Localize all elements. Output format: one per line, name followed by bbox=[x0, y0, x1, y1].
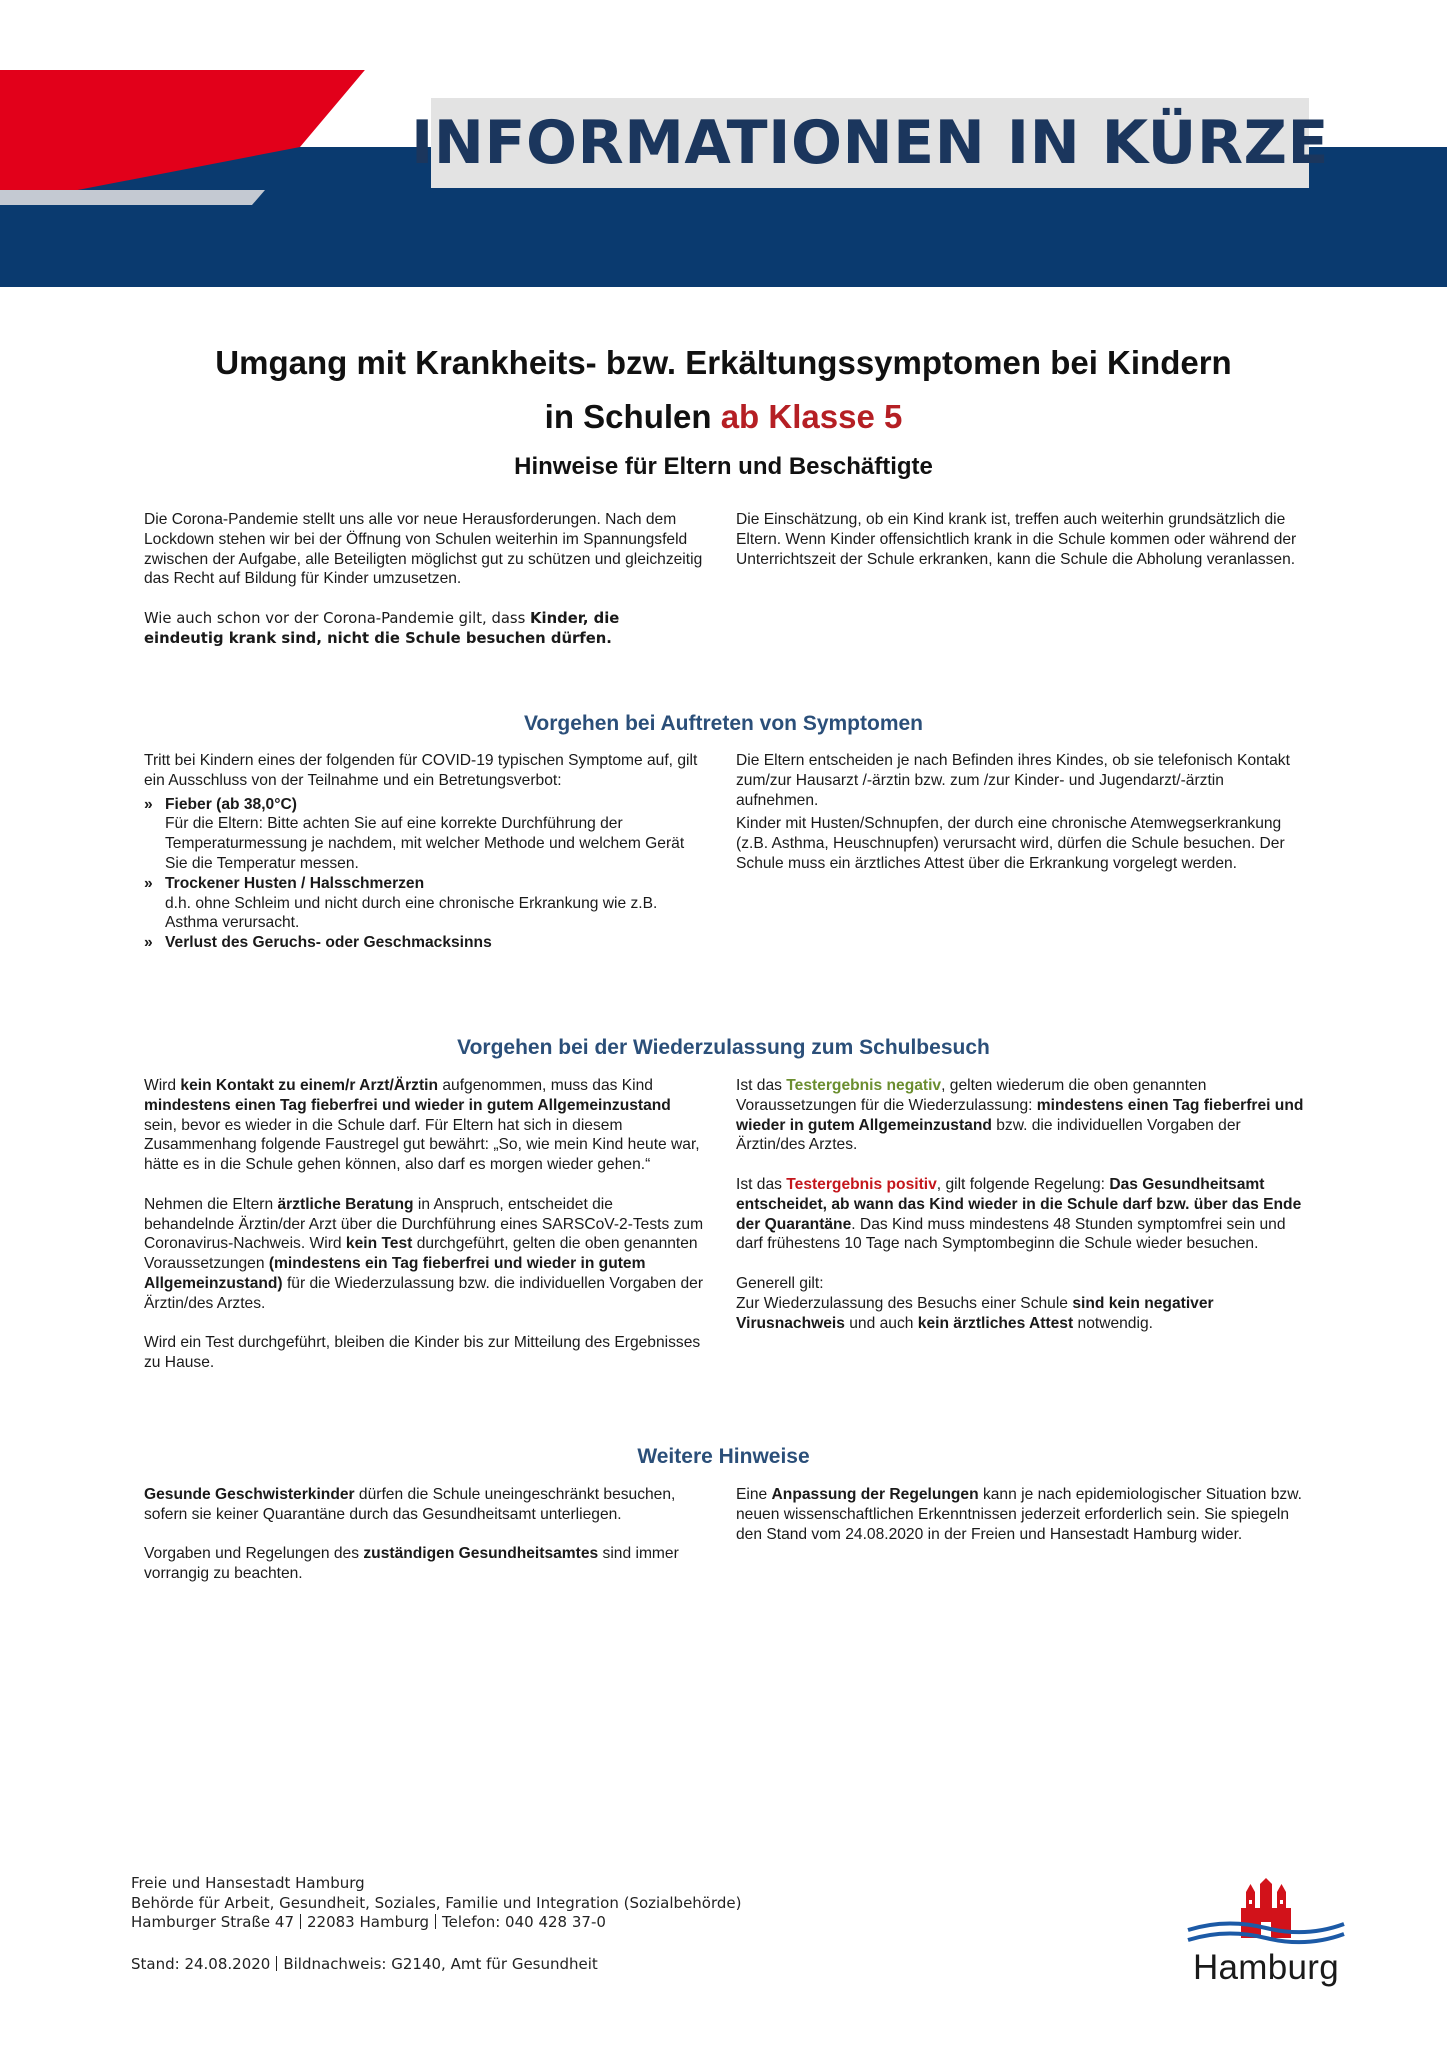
symptom-text: d.h. ohne Schleim und nicht durch eine chronische Erkrankung wie z.B. Asthma verursacht. bbox=[165, 894, 658, 932]
page-title-grade: ab Klasse 5 bbox=[720, 398, 903, 435]
page-title-line2 bbox=[0, 398, 1447, 436]
symptom-text: Für die Eltern: Bitte achten Sie auf eine korrekte Durchführung der Temperaturmessung je nachdem, mit welcher Methode und welchem Gerät Sie die Temperatur messen. bbox=[165, 815, 685, 872]
intro-paragraph: Die Corona-Pandemie stellt uns alle vor neue Herausforderungen. Nach dem Lockdown stehen wir bei der Öffnung von Schulen weiterhin im Spannungsfeld zwischen der Aufgabe, alle Beteiligten möglichst gut zu schützen und gleichzeitig das Recht auf Bildung für Kinder umzusetzen. bbox=[144, 511, 703, 588]
symptom-title: Fieber (ab 38,0°C) bbox=[165, 795, 297, 813]
symptoms-left-column bbox=[144, 751, 704, 953]
symptom-list bbox=[144, 795, 704, 953]
readmission-left-p1: Wird kein Kontakt zu einem/r Arzt/Ärztin aufgenommen, muss das Kind mindestens einen Tag fieberfrei und wieder in gutem Allgemeinzustand sein, bevor es wieder in die Schule darf. Für Eltern hat sich in diesem Zusammenhang folgende Faustregel gut bewährt: „So, wie mein Kind heute war, hätte es in die Schule gehen können, also darf es morgen wieder gehen.“ bbox=[144, 1077, 700, 1174]
footer-contact bbox=[131, 1913, 1031, 1933]
further-left-column bbox=[144, 1485, 704, 1604]
readmission-left-column bbox=[144, 1076, 704, 1393]
intro-right-column bbox=[736, 510, 1304, 589]
footer-phone: Telefon: 040 428 37-0 bbox=[442, 1913, 606, 1931]
section-heading-readmission: Vorgehen bei der Wiederzulassung zum Schulbesuch bbox=[457, 1036, 990, 1059]
intro-rule-paragraph bbox=[144, 609, 704, 649]
readmission-right-p2: Ist das Testergebnis positiv, gilt folgende Regelung: Das Gesundheitsamt entscheidet, ab wann das Kind wieder in die Schule darf bzw. über das Ende der Quarantäne. Das Kind muss mindestens 48 Stunden symptomfrei sein und darf frühestens 10 Tage nach Symptombeginn die Schule wieder besuchen. bbox=[736, 1175, 1302, 1253]
page-subtitle: Hinweise für Eltern und Beschäftigte bbox=[514, 453, 933, 480]
negative-result-label: Testergebnis negativ bbox=[786, 1077, 942, 1094]
footer-address bbox=[131, 1874, 1031, 1933]
section-heading-further: Weitere Hinweise bbox=[637, 1445, 810, 1468]
footer-date: Stand: 24.08.2020 bbox=[131, 1955, 271, 1973]
further-right-column bbox=[736, 1485, 1304, 1564]
footer-zip-city: 22083 Hamburg bbox=[307, 1913, 430, 1931]
readmission-left-p2: Nehmen die Eltern ärztliche Beratung in Anspruch, entscheidet die behandelnde Ärztin/der Arzt über die Durchführung eines SARSCoV-2-Tests zum Coronavirus-Nachweis. Wird kein Test durchgeführt, gelten die oben genannten Voraussetzungen (mindestens ein Tag fieberfrei und wieder in gutem Allgemeinzustand) für die Wiederzulassung bzw. die individuellen Vorgaben der Ärztin/des Arztes. bbox=[144, 1195, 704, 1312]
hamburg-logo-wordmark: Hamburg bbox=[1192, 1948, 1340, 1987]
page-title-line2-a: in Schulen bbox=[544, 398, 712, 435]
hamburg-castle-logo-icon bbox=[1186, 1878, 1346, 1954]
symptom-item bbox=[144, 874, 704, 933]
symptom-title: Trockener Husten / Halsschmerzen bbox=[165, 874, 425, 892]
readmission-right-column bbox=[736, 1076, 1304, 1353]
intro-left-column bbox=[144, 510, 704, 668]
intro-rule-bold: Kinder, die eindeutig krank sind, nicht die Schule besuchen dürfen. bbox=[144, 609, 620, 647]
further-left-p1: Gesunde Geschwisterkinder dürfen die Schule uneingeschränkt besuchen, sofern sie keiner Quarantäne durch das Gesundheitsamt unterliegen. bbox=[144, 1486, 676, 1523]
symptom-title: Verlust des Geruchs- oder Geschmacksinns bbox=[165, 934, 492, 952]
intro-right-paragraph: Die Einschätzung, ob ein Kind krank ist, treffen auch weiterhin grundsätzlich die Eltern. Wenn Kinder offensichtlich krank in die Schule kommen oder während der Unterrichtszeit der Schule erkranken, kann die Schule die Abholung veranlassen. bbox=[736, 511, 1297, 568]
footer-city: Freie und Hansestadt Hamburg bbox=[131, 1874, 365, 1892]
section-heading-symptoms: Vorgehen bei Auftreten von Symptomen bbox=[523, 712, 924, 735]
symptoms-right-p2: Kinder mit Husten/Schnupfen, der durch eine chronische Atemwegserkrankung (z.B. Asthma, Heuschnupfen) verursacht wird, dürfen die Schule besuchen. Der Schule muss ein ärztliches Attest über die Erkrankung vorgelegt werden. bbox=[736, 815, 1285, 872]
further-right-p1: Eine Anpassung der Regelungen kann je nach epidemiologischer Situation bzw. neuen wissenschaftlichen Erkenntnissen jederzeit erforderlich sein. Sie spiegeln den Stand vom 24.08.2020 in der Freien und Hansestadt Hamburg wider. bbox=[736, 1486, 1302, 1543]
page-title: Umgang mit Krankheits- bzw. Erkältungssymptomen bei Kindern bbox=[215, 344, 1232, 381]
symptom-item bbox=[144, 795, 704, 874]
footer-authority: Behörde für Arbeit, Gesundheit, Soziales, Familie und Integration (Sozialbehörde) bbox=[131, 1893, 742, 1912]
symptoms-intro: Tritt bei Kindern eines der folgenden für COVID-19 typischen Symptome auf, gilt ein Ausschluss von der Teilnahme und ein Betretungsverbot: bbox=[144, 752, 698, 789]
readmission-left-p3: Wird ein Test durchgeführt, bleiben die Kinder bis zur Mitteilung des Ergebnisses zu Hause. bbox=[144, 1334, 701, 1372]
readmission-right-p3: Generell gilt: Zur Wiederzulassung des Besuchs einer Schule sind kein negativer Virusnachweis und auch kein ärztliches Attest notwendig. bbox=[736, 1274, 1214, 1332]
positive-result-label: Testergebnis positiv bbox=[786, 1175, 937, 1193]
further-left-p2: Vorgaben und Regelungen des zuständigen Gesundheitsamtes sind immer vorrangig zu beachten. bbox=[144, 1545, 679, 1583]
footer-image-credit: Bildnachweis: G2140, Amt für Gesundheit bbox=[283, 1955, 598, 1973]
readmission-right-p1: Ist das Testergebnis negativ, gelten wiederum die oben genannten Voraussetzungen für die Wiederzulassung: mindestens einen Tag fieberfrei und wieder in gutem Allgemeinzustand bzw. die individuellen Vorgaben der Ärztin/des Arztes. bbox=[736, 1077, 1304, 1154]
banner-title: INFORMATIONEN IN KÜRZE bbox=[410, 108, 1330, 178]
symptoms-right-column bbox=[736, 751, 1304, 894]
footer-stand bbox=[131, 1955, 1031, 1975]
symptom-item bbox=[144, 933, 704, 953]
symptoms-right-p1: Die Eltern entscheiden je nach Befinden ihres Kindes, ob sie telefonisch Kontakt zum/zur Hausarzt /-ärztin bzw. zum /zur Kinder- und Jugendarzt/-ärztin aufnehmen. bbox=[736, 752, 1290, 809]
intro-rule-text: Wie auch schon vor der Corona-Pandemie gilt, dass bbox=[144, 609, 531, 627]
footer-street: Hamburger Straße 47 bbox=[131, 1913, 294, 1931]
banner-title-box bbox=[410, 98, 1330, 188]
